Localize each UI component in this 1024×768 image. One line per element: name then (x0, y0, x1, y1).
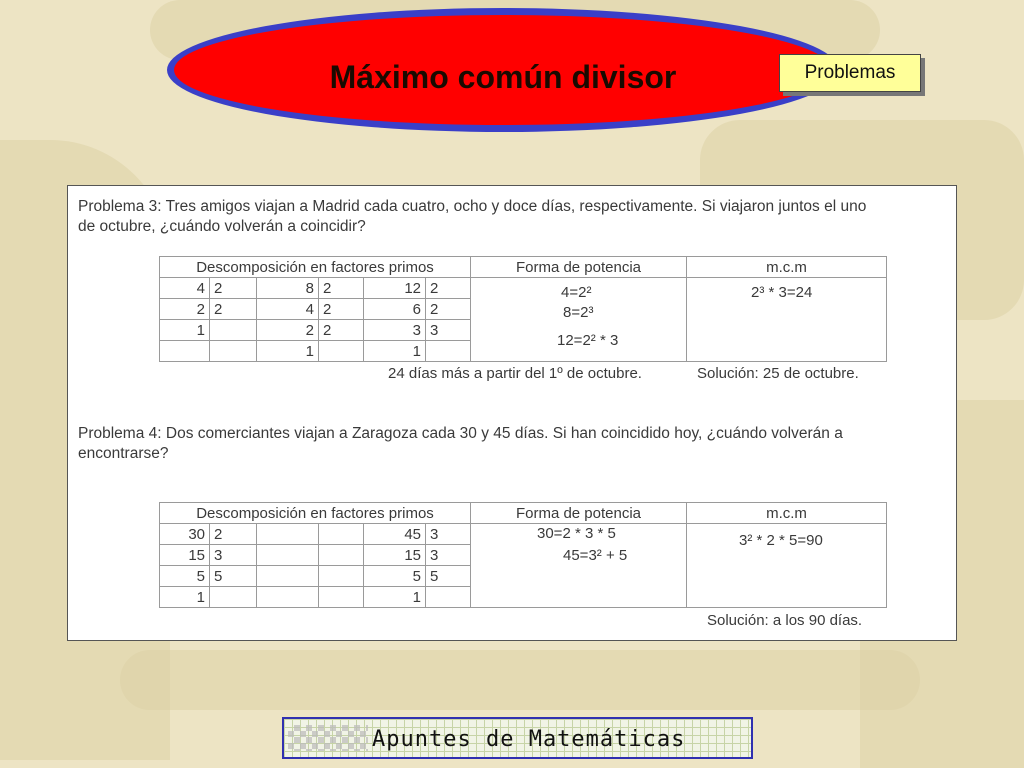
table-cell (319, 545, 364, 566)
table-cell (257, 587, 319, 608)
table-row (160, 524, 887, 545)
problem4-line2: encontrarse? (78, 445, 169, 462)
table-cell: 30 (160, 524, 210, 545)
problem3-note: 24 días más a partir del 1º de octubre. (388, 365, 642, 382)
problem3-line1: Problema 3: Tres amigos viajan a Madrid cada cuatro, ocho y doce días, respectivamente. Si viajaron juntos el uno (78, 198, 867, 215)
potencia-line: 12=2² * 3 (557, 332, 619, 349)
table-cell: 2 (319, 278, 364, 299)
header-potencia: Forma de potencia (471, 503, 687, 524)
table-row (160, 278, 887, 299)
table-cell (210, 587, 257, 608)
table-cell (257, 524, 319, 545)
table-cell: 2 (426, 299, 471, 320)
potencia-line: 8=2³ (563, 304, 594, 321)
title-banner (167, 8, 839, 132)
table-cell: 3 (210, 545, 257, 566)
table-cell (257, 545, 319, 566)
mcm-value: 2³ * 3=24 (751, 284, 813, 301)
potencia-line: 30=2 * 3 * 5 (537, 525, 616, 542)
potencia-cell (471, 524, 687, 608)
table-cell: 2 (257, 320, 319, 341)
table-cell: 3 (426, 524, 471, 545)
table-cell: 2 (210, 299, 257, 320)
table-cell: 15 (364, 545, 426, 566)
header-potencia: Forma de potencia (471, 257, 687, 278)
header-descomposicion: Descomposición en factores primos (160, 503, 471, 524)
table-cell: 1 (160, 320, 210, 341)
table-cell: 3 (364, 320, 426, 341)
table-cell: 12 (364, 278, 426, 299)
potencia-cell (471, 278, 687, 362)
table-cell: 5 (160, 566, 210, 587)
logo-pattern-icon (288, 725, 368, 751)
table-cell: 2 (160, 299, 210, 320)
table-cell: 3 (426, 545, 471, 566)
table-cell (426, 587, 471, 608)
table-cell: 2 (210, 524, 257, 545)
background-shape (120, 650, 920, 710)
table-cell: 2 (319, 320, 364, 341)
table-cell: 2 (426, 278, 471, 299)
table-cell (160, 341, 210, 362)
table-cell: 6 (364, 299, 426, 320)
page-title: Máximo común divisor (329, 59, 677, 95)
header-descomposicion: Descomposición en factores primos (160, 257, 471, 278)
table-cell: 4 (160, 278, 210, 299)
table-cell (210, 320, 257, 341)
table-cell: 5 (210, 566, 257, 587)
problem3-solution: Solución: 25 de octubre. (697, 365, 859, 382)
table-cell: 5 (426, 566, 471, 587)
table-cell: 1 (364, 587, 426, 608)
header-mcm: m.c.m (687, 257, 887, 278)
site-logo (282, 717, 753, 759)
table-cell: 2 (319, 299, 364, 320)
table-cell (319, 341, 364, 362)
table-cell: 15 (160, 545, 210, 566)
problem4-table (159, 502, 887, 608)
table-cell: 1 (364, 341, 426, 362)
table-cell: 2 (210, 278, 257, 299)
problem3-table (159, 256, 887, 362)
table-cell: 1 (257, 341, 319, 362)
table-cell: 8 (257, 278, 319, 299)
table-cell: 1 (160, 587, 210, 608)
potencia-line: 4=2² (561, 284, 592, 301)
table-cell (426, 341, 471, 362)
table-cell (257, 566, 319, 587)
header-mcm: m.c.m (687, 503, 887, 524)
mcm-value: 3² * 2 * 5=90 (739, 532, 823, 549)
table-cell: 4 (257, 299, 319, 320)
mcm-cell (687, 278, 887, 362)
problem4-line1: Problema 4: Dos comerciantes viajan a Zaragoza cada 30 y 45 días. Si han coincidido hoy, ¿cuándo volverán a (78, 425, 843, 442)
table-cell: 45 (364, 524, 426, 545)
table-cell (319, 524, 364, 545)
table-cell: 5 (364, 566, 426, 587)
table-cell (319, 566, 364, 587)
problems-button[interactable]: Problemas (779, 54, 921, 92)
problem3-text (78, 197, 948, 237)
logo-text: Apuntes de Matemáticas (372, 727, 686, 752)
potencia-line: 45=3² + 5 (563, 547, 628, 564)
problem4-solution: Solución: a los 90 días. (707, 612, 863, 629)
table-cell (319, 587, 364, 608)
table-cell (210, 341, 257, 362)
problems-panel (67, 185, 957, 641)
mcm-cell (687, 524, 887, 608)
table-cell: 3 (426, 320, 471, 341)
problem4-text (78, 424, 948, 464)
problem3-line2: de octubre, ¿cuándo volverán a coincidir? (78, 218, 366, 235)
